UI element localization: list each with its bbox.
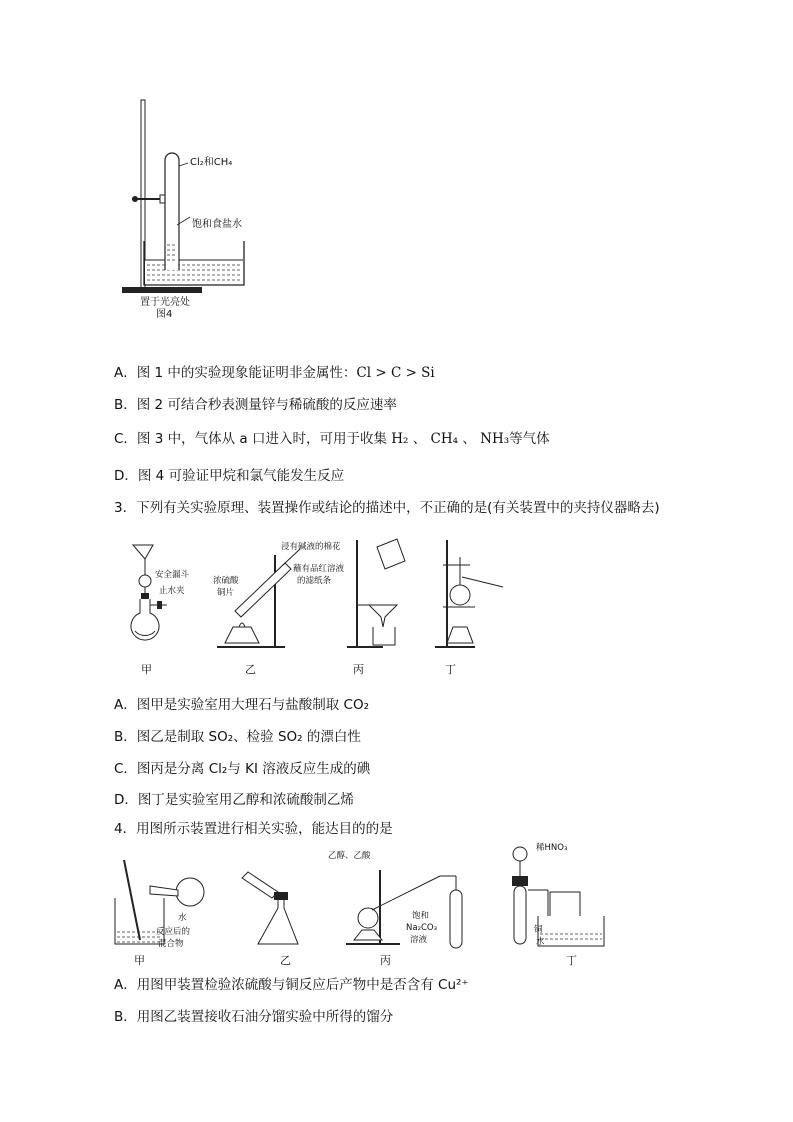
saturated-label: 饱和 [412, 911, 430, 921]
gas-label: Cl₂和CH₄ [190, 157, 233, 168]
apparatus-bing-q4 [328, 850, 462, 967]
q2-option-a [114, 364, 435, 382]
q4-apparatus-figure [110, 840, 630, 970]
mixture-label: 混合物 [158, 939, 184, 949]
place-label: 置于光亮处 [140, 297, 190, 308]
figure-4-apparatus [110, 95, 260, 320]
paper-label-2: 的滤纸条 [297, 576, 332, 586]
na2co3-label: Na₂CO₃ [406, 923, 438, 933]
safety-funnel-label: 安全漏斗 [155, 570, 190, 580]
caption-ding-q4: 丁 [566, 954, 577, 967]
solution-label: 饱和食盐水 [192, 219, 242, 230]
solution-label-q4: 溶液 [410, 935, 428, 945]
caption-yi-q4: 乙 [280, 954, 291, 967]
apparatus-ding-q4 [512, 842, 604, 967]
after-reaction-label: 反应后的 [156, 927, 191, 937]
apparatus-jia-q4 [115, 860, 204, 967]
q3-stem: 3．下列有关实验原理、装置操作或结论的描述中，不正确的是(有关装置中的夹持仪器略去) [114, 500, 660, 516]
water-clamp-label: 止水夹 [159, 586, 185, 596]
gas-nh3: NH₃ [480, 431, 510, 447]
cotton-label: 浸有碱液的棉花 [281, 542, 341, 552]
copper-label: 铜片 [217, 588, 235, 598]
figure-caption: 图4 [156, 309, 173, 320]
copper-label-q4: 铜 [534, 925, 543, 935]
q3-option-a: A．图甲是实验室用大理石与盐酸制取 CO₂ [114, 697, 369, 713]
conc-acid-label: 浓硫酸 [213, 576, 239, 586]
q3-option-c: C．图丙是分离 Cl₂与 KI 溶液反应生成的碘 [114, 761, 371, 777]
q2-option-a-formula: Cl > C > Si [356, 365, 435, 381]
apparatus-jia [131, 545, 190, 640]
caption-ding: 丁 [445, 663, 456, 676]
ethanol-acid-label: 乙醇、乙酸 [328, 851, 371, 861]
apparatus-ding [435, 540, 503, 647]
apparatus-yi-q4 [242, 872, 298, 967]
water-label-q4: 水 [536, 937, 545, 947]
apparatus-yi [213, 541, 345, 647]
q4-option-a: A．用图甲装置检验浓硫酸与铜反应后产物中是否含有 Cu²⁺ [114, 977, 469, 993]
q4-option-b: B．用图乙装置接收石油分馏实验中所得的馏分 [114, 1009, 394, 1025]
q3-apparatus-figure [125, 535, 525, 680]
q2-option-d: D．图 4 可验证甲烷和氯气能发生反应 [114, 468, 345, 484]
caption-bing: 丙 [353, 663, 364, 676]
q3-option-b: B．图乙是制取 SO₂、检验 SO₂ 的漂白性 [114, 729, 361, 745]
q2-option-c-prefix: C．图 3 中，气体从 a 口进入时，可用于收集 [114, 431, 392, 447]
q2-option-c: C．图 3 中，气体从 a 口进入时，可用于收集 H₂ 、 CH₄ 、 NH₃等气体 [114, 431, 550, 447]
q4-stem: 4．用图所示装置进行相关实验，能达目的的是 [114, 821, 393, 837]
apparatus-bing [347, 539, 405, 647]
q2-option-b: B．图 2 可结合秒表测量锌与稀硫酸的反应速率 [114, 397, 397, 413]
q2-option-a-text: A．图 1 中的实验现象能证明非金属性： [114, 365, 357, 381]
q3-option-d: D．图丁是实验室用乙醇和浓硫酸制乙烯 [114, 792, 354, 808]
q2-option-c-suffix: 等气体 [509, 431, 550, 447]
caption-jia: 甲 [141, 663, 152, 676]
paper-label: 蘸有品红溶液 [293, 564, 345, 574]
caption-jia-q4: 甲 [134, 954, 145, 967]
gas-ch4: CH₄ [430, 431, 459, 447]
gas-h2: H₂ [391, 431, 409, 447]
dilute-hno3-label: 稀HNO₃ [536, 843, 568, 853]
water-label: 水 [178, 913, 187, 923]
caption-bing-q4: 丙 [380, 954, 391, 967]
caption-yi: 乙 [245, 663, 256, 676]
